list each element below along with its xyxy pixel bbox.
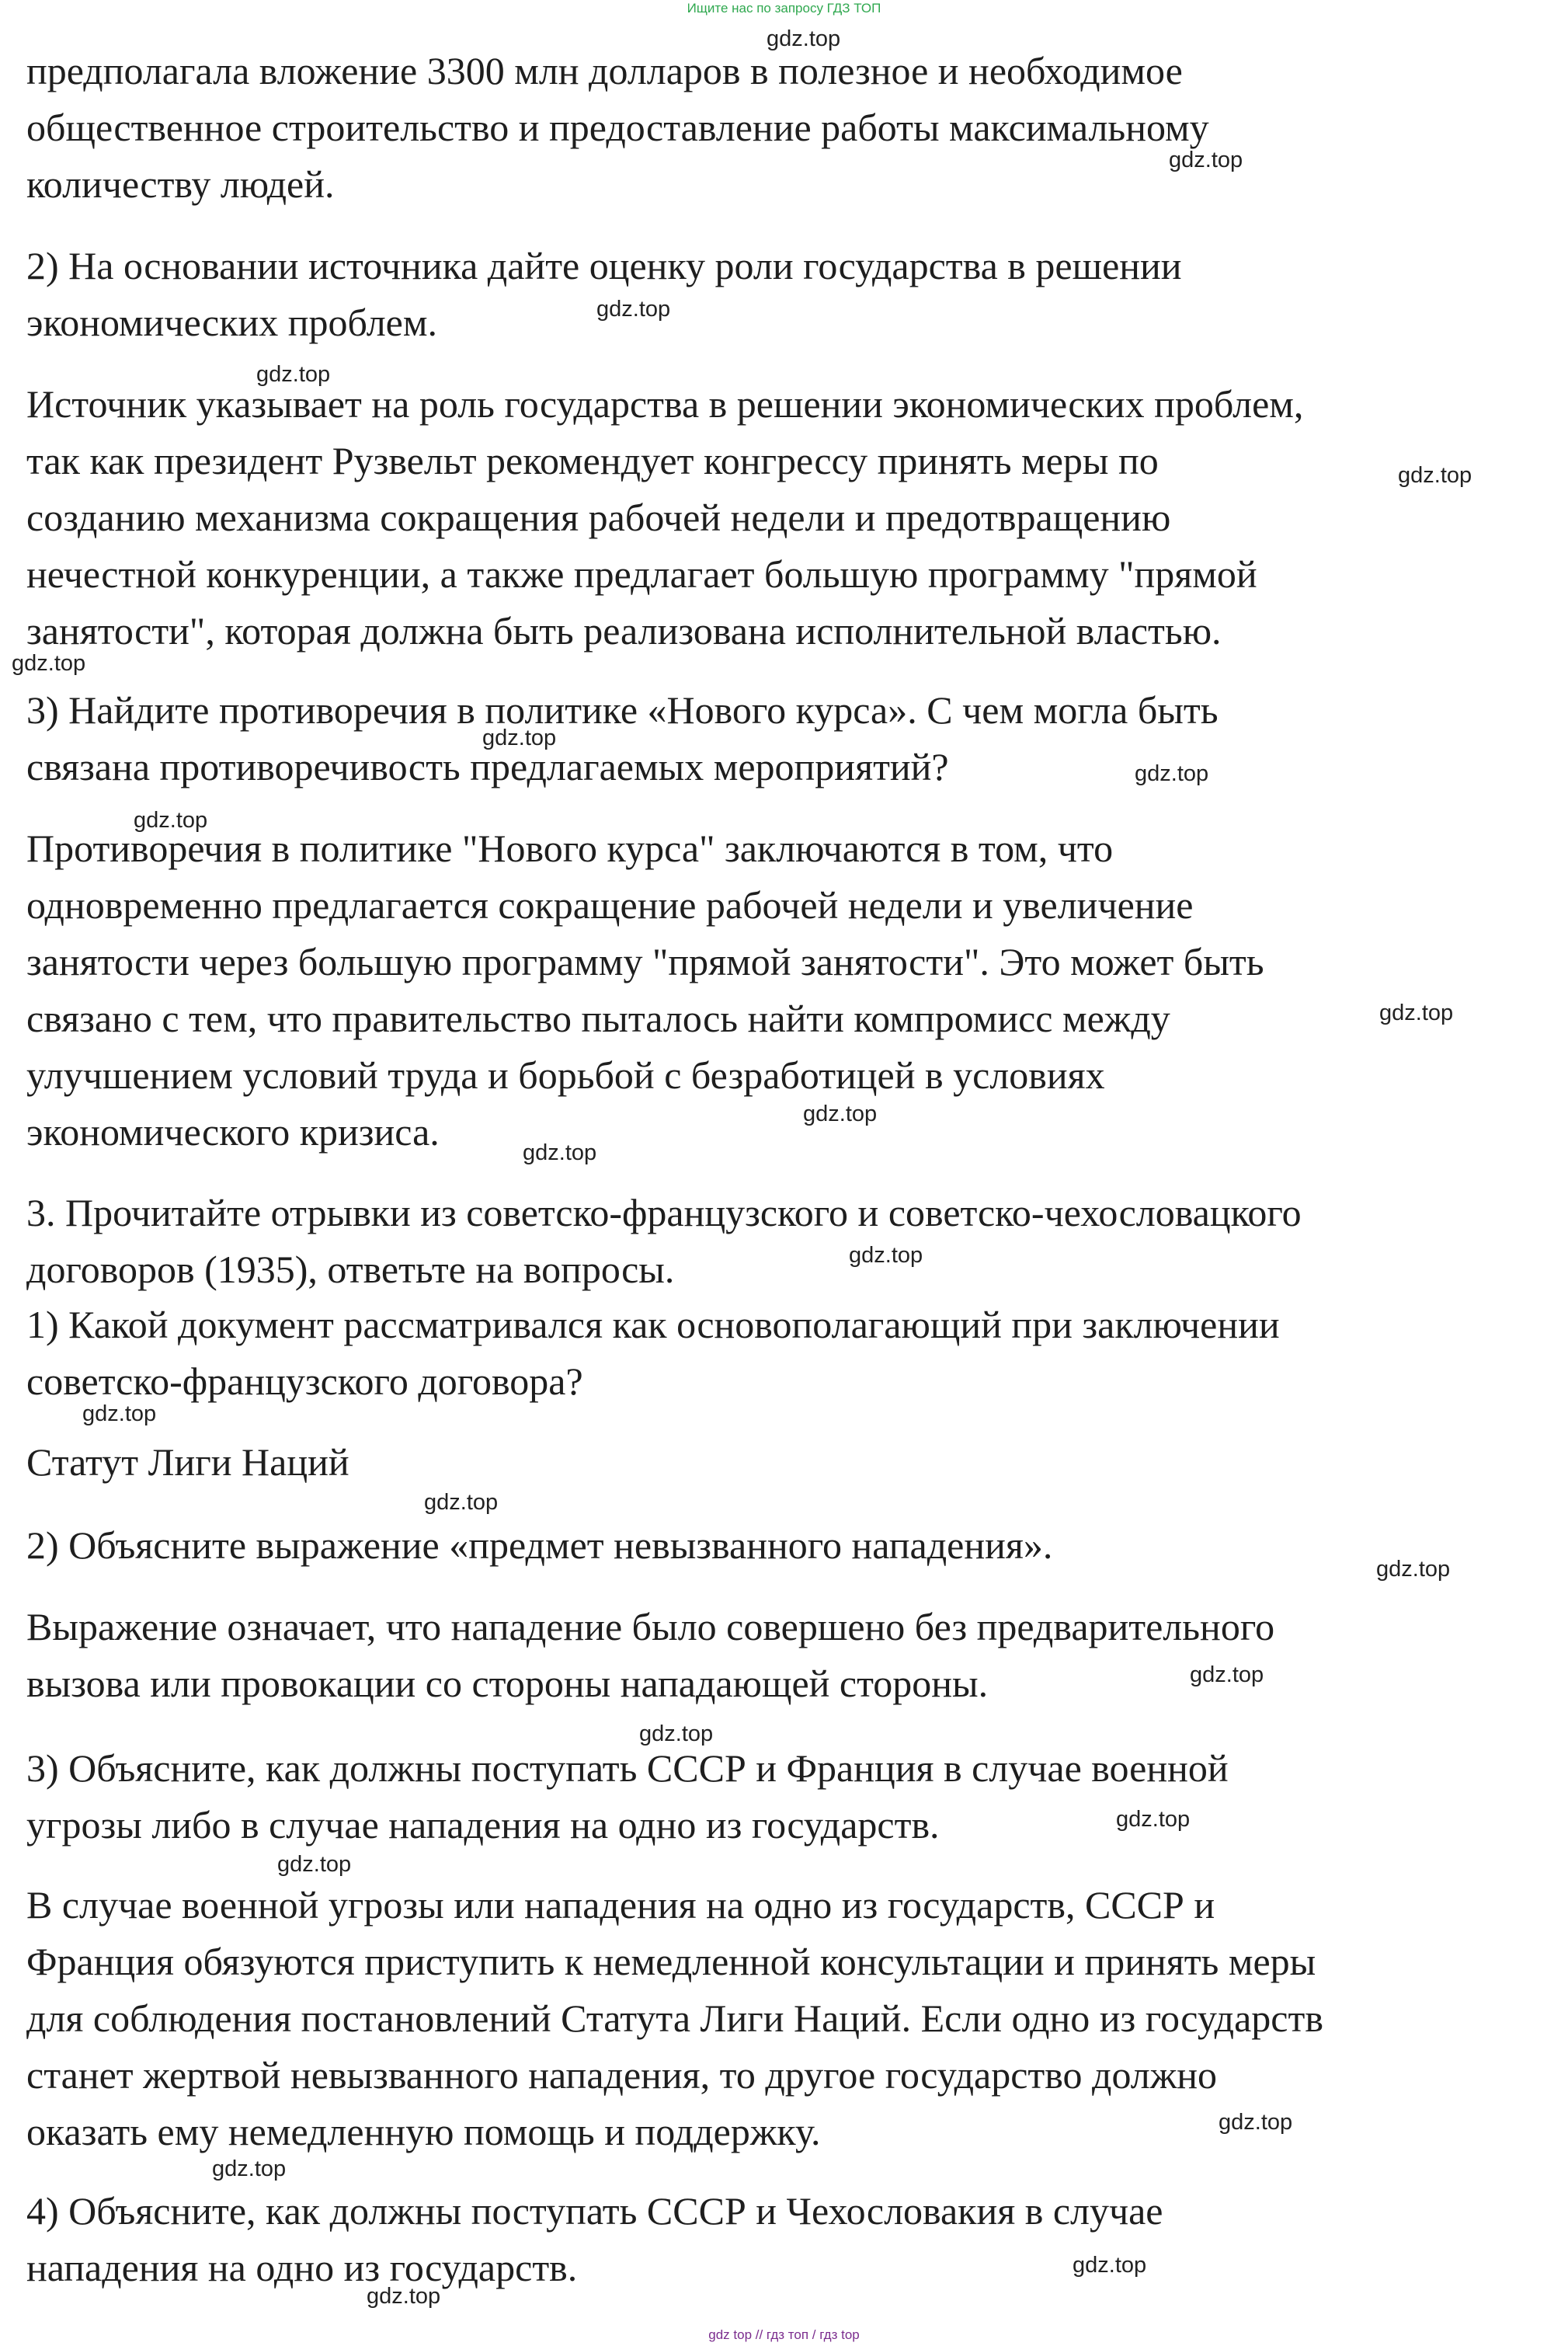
text-line: угрозы либо в случае нападения на одно из государств.: [26, 1803, 940, 1847]
text-line: 2) На основании источника дайте оценку роли государства в решении: [26, 244, 1182, 287]
text-line: 3) Найдите противоречия в политике «Нового курса». С чем могла быть: [26, 688, 1219, 732]
watermark: gdz.top: [12, 651, 86, 676]
top-banner: Ищите нас по запросу ГДЗ ТОП: [687, 1, 881, 16]
answer-3-2: [26, 1599, 1274, 1712]
watermark: gdz.top: [1190, 1662, 1264, 1687]
watermark: gdz.top: [523, 1140, 597, 1165]
text-line: вызова или провокации со стороны нападающей стороны.: [26, 1662, 989, 1705]
text-line: общественное строительство и предоставление работы максимальному: [26, 106, 1209, 149]
text-line: оказать ему немедленную помощь и поддержку.: [26, 2110, 821, 2153]
task-3-heading: [26, 1185, 1302, 1298]
text-line: экономических проблем.: [26, 301, 437, 344]
text-line: нечестной конкуренции, а также предлагает большую программу "прямой: [26, 552, 1257, 596]
text-line: занятости", которая должна быть реализована исполнительной властью.: [26, 609, 1222, 653]
text-line: В случае военной угрозы или нападения на одно из государств, СССР и: [26, 1883, 1215, 1927]
text-line: одновременно предлагается сокращение рабочей недели и увеличение: [26, 883, 1194, 927]
watermark: gdz.top: [1219, 2110, 1293, 2135]
text-line: 3) Объясните, как должны поступать СССР и Франция в случае военной: [26, 1746, 1229, 1790]
question-2-2: [26, 238, 1182, 351]
watermark: gdz.top: [1379, 1001, 1454, 1025]
watermark: gdz.top: [849, 1243, 923, 1268]
watermark: gdz.top: [256, 362, 331, 387]
text-line: 2) Объясните выражение «предмет невызванного нападения».: [26, 1523, 1053, 1567]
text-line: Источник указывает на роль государства в решении экономических проблем,: [26, 382, 1304, 426]
bottom-banner: gdz top // гдз топ / гдз top: [708, 2327, 860, 2342]
question-3-3: [26, 1740, 1229, 1853]
watermark: gdz.top: [424, 1490, 499, 1515]
text-line: улучшением условий труда и борьбой с безработицей в условиях: [26, 1053, 1105, 1097]
answer-2-3: [26, 820, 1264, 1161]
watermark: gdz.top: [482, 726, 557, 750]
watermark: gdz.top: [1169, 148, 1243, 172]
question-3-2: [26, 1517, 1052, 1574]
watermark: gdz.top: [277, 1852, 352, 1877]
watermark: gdz.top: [639, 1721, 714, 1746]
text-line: для соблюдения постановлений Статута Лиги Наций. Если одно из государств: [26, 1996, 1323, 2040]
text-line: связано с тем, что правительство пыталось найти компромисс между: [26, 997, 1170, 1040]
text-line: экономического кризиса.: [26, 1110, 440, 1154]
answer-3-3: [26, 1877, 1323, 2160]
text-line: Франция обязуются приступить к немедленной консультации и принять меры: [26, 1940, 1316, 1983]
question-3-4: [26, 2183, 1163, 2296]
text-line: нападения на одно из государств.: [26, 2246, 578, 2289]
watermark: gdz.top: [767, 26, 841, 51]
watermark: gdz.top: [1116, 1807, 1191, 1832]
answer-3-1: [26, 1434, 349, 1491]
watermark: gdz.top: [134, 808, 208, 833]
text-line: советско-французского договора?: [26, 1359, 583, 1403]
watermark: gdz.top: [1398, 463, 1472, 488]
watermark: gdz.top: [1135, 761, 1209, 786]
text-line: предполагала вложение 3300 млн долларов в полезное и необходимое: [26, 49, 1183, 92]
watermark: gdz.top: [596, 297, 671, 322]
text-line: 3. Прочитайте отрывки из советско-французского и советско-чехословацкого: [26, 1191, 1302, 1234]
paragraph-intro: [26, 43, 1209, 213]
text-line: Выражение означает, что нападение было совершено без предварительного: [26, 1605, 1275, 1648]
text-line: станет жертвой невызванного нападения, то другое государство должно: [26, 2053, 1218, 2097]
text-line: так как президент Рузвельт рекомендует конгрессу принять меры по: [26, 439, 1159, 482]
question-2-3: [26, 682, 1219, 795]
text-line: количеству людей.: [26, 162, 335, 206]
text-line: связана противоречивость предлагаемых мероприятий?: [26, 745, 949, 788]
text-line: договоров (1935), ответьте на вопросы.: [26, 1248, 675, 1291]
answer-2-2: [26, 376, 1303, 660]
text-line: Статут Лиги Наций: [26, 1440, 349, 1484]
watermark: gdz.top: [803, 1102, 878, 1126]
text-line: 4) Объясните, как должны поступать СССР и Чехословакия в случае: [26, 2189, 1163, 2233]
text-line: 1) Какой документ рассматривался как основополагающий при заключении: [26, 1303, 1280, 1346]
question-3-1: [26, 1297, 1280, 1410]
watermark: gdz.top: [212, 2156, 287, 2181]
watermark: gdz.top: [82, 1401, 157, 1426]
text-line: созданию механизма сокращения рабочей недели и предотвращению: [26, 496, 1171, 539]
watermark: gdz.top: [1073, 2253, 1147, 2278]
text-line: Противоречия в политике "Нового курса" заключаются в том, что: [26, 827, 1114, 870]
text-line: занятости через большую программу "прямой занятости". Это может быть: [26, 940, 1264, 983]
watermark: gdz.top: [367, 2284, 441, 2309]
watermark: gdz.top: [1376, 1557, 1451, 1582]
